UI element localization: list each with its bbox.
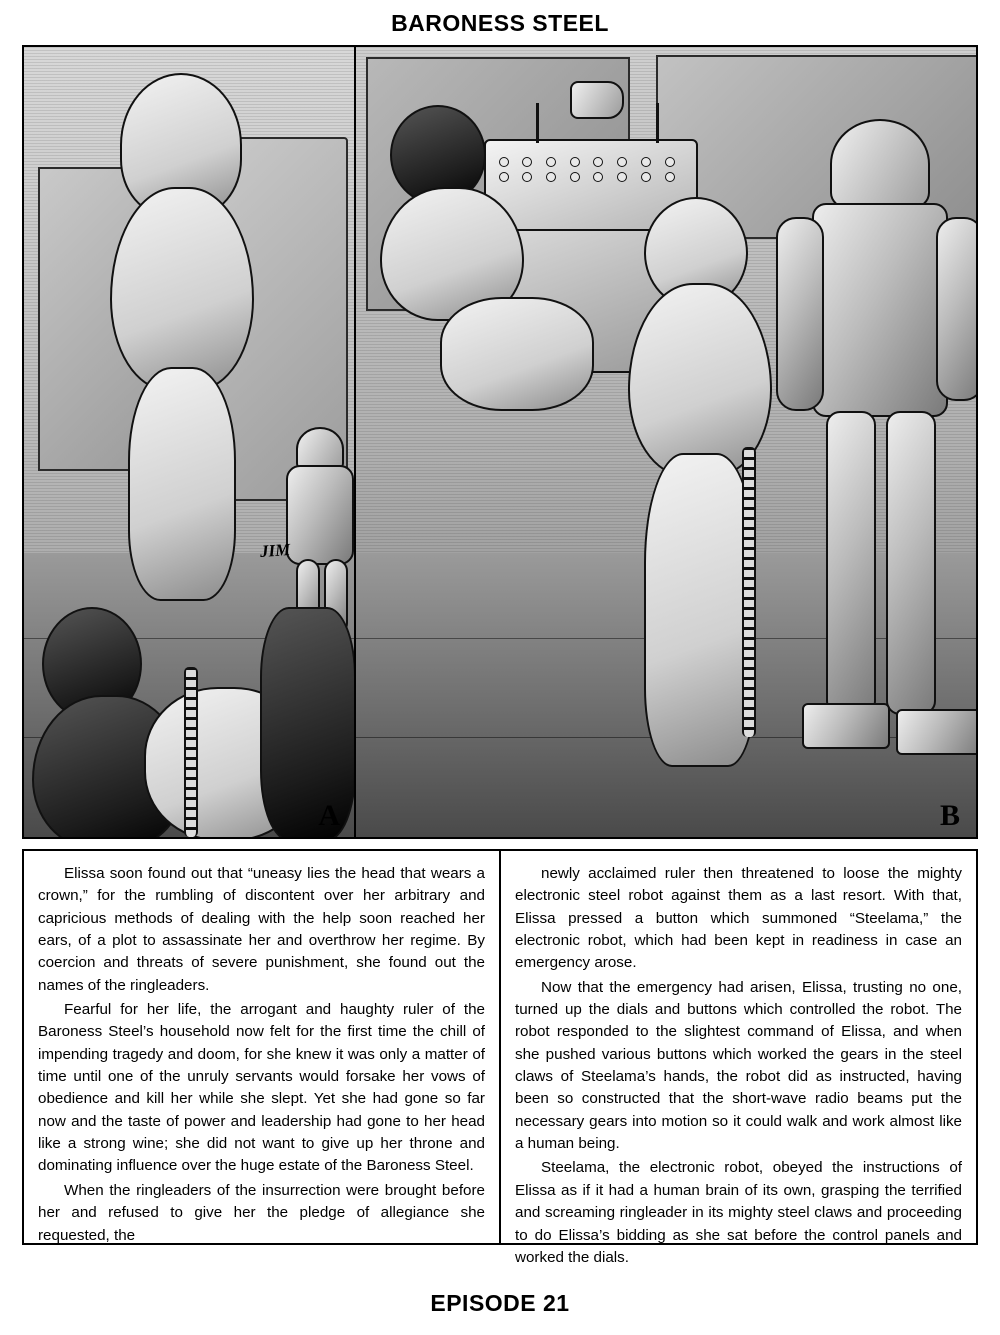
- large-robot-arm-right: [936, 217, 976, 401]
- console-button[interactable]: [593, 157, 603, 167]
- panel-label-a: A: [318, 799, 340, 832]
- page-title: BARONESS STEEL: [391, 10, 609, 36]
- console-button[interactable]: [665, 157, 675, 167]
- chain-panel-b: [742, 447, 756, 737]
- console-button[interactable]: [570, 172, 580, 182]
- large-robot-foot-right: [896, 709, 976, 755]
- console-button[interactable]: [546, 172, 556, 182]
- console-antenna-left: [536, 103, 539, 143]
- console-button[interactable]: [522, 157, 532, 167]
- story-paragraph: Now that the emergency had arisen, Elissa, trusting no one, turned up the dials and buttons which controlled the robot. The robot responded to the slightest command of Elissa, and when she pushed various buttons which worked the gears in the steel claws of Steelama’s hands, the robot did as instructed, having been so constructed that the short-wave radio beams put the necessary gears into motion so it could walk and work almost like a human being.: [515, 978, 962, 1153]
- story-paragraph: When the ringleaders of the insurrection were brought before her and refused to give her the pledge of allegiance she requested, the: [38, 1181, 485, 1244]
- artist-signature: JIM: [259, 539, 291, 562]
- figure-shadow-right: [260, 607, 356, 837]
- large-robot-foot-left: [802, 703, 890, 749]
- console-button[interactable]: [617, 157, 627, 167]
- console-lamp: [570, 81, 624, 119]
- captive-legs: [644, 453, 756, 767]
- console-button[interactable]: [665, 172, 675, 182]
- console-button[interactable]: [546, 157, 556, 167]
- operator-legs: [440, 297, 594, 411]
- story-text-block: [22, 849, 978, 1266]
- figure-standing-torso: [110, 187, 254, 391]
- console-buttons[interactable]: [499, 157, 684, 182]
- large-robot-arm-left: [776, 217, 824, 411]
- artwork-area: [22, 45, 978, 839]
- chain-panel-a: [184, 667, 198, 837]
- large-robot-torso: [812, 203, 948, 417]
- figure-standing-legs: [128, 367, 236, 601]
- console-button[interactable]: [641, 172, 651, 182]
- story-paragraph: newly acclaimed ruler then threatened to loose the mighty electronic steel robot against them as a last resort. With that, Elissa pressed a button which summoned “Steelama,” the electronic robot, which had been kept in readiness in case an emergency arose.: [515, 865, 962, 972]
- episode-label: EPISODE 21: [430, 1290, 570, 1316]
- console-button[interactable]: [593, 172, 603, 182]
- large-robot-leg-left: [826, 411, 876, 715]
- large-robot-head: [830, 119, 930, 209]
- small-robot-body: [286, 465, 354, 565]
- story-paragraph: Elissa soon found out that “uneasy lies the head that wears a crown,” for the rumbling of discontent over her arbitrary and capricious methods of dealing with the help soon reached her ears, of a plot to assassinate her and overthrow her regime. By coercion and threats of severe punishment, she found out the names of the ringleaders.: [38, 865, 485, 994]
- story-column-left: [24, 851, 501, 1243]
- story-column-right: [501, 851, 976, 1266]
- panel-label-b: B: [939, 799, 960, 832]
- comic-panel-b: [356, 47, 976, 837]
- large-robot-leg-right: [886, 411, 936, 715]
- console-button[interactable]: [522, 172, 532, 182]
- console-button[interactable]: [499, 157, 509, 167]
- console-button[interactable]: [617, 172, 627, 182]
- console-button[interactable]: [499, 172, 509, 182]
- console-antenna-right: [656, 103, 659, 143]
- console-button[interactable]: [641, 157, 651, 167]
- comic-panel-a: [24, 47, 356, 837]
- story-paragraph: Fearful for her life, the arrogant and haughty ruler of the Baroness Steel’s household now felt for the first time the chill of impending tragedy and doom, for she knew it was only a matter of time until one of the unruly servants would forsake her vows of obedience and kill her while she slept. Yet she had gone so far now and the taste of power and leadership had gone to her head like a strong wine; she did not want to give up her throne and dominating influence over the huge estate of the Baroness Steel.: [38, 1001, 485, 1175]
- console-button[interactable]: [570, 157, 580, 167]
- story-paragraph: Steelama, the electronic robot, obeyed the instructions of Elissa as if it had a human brain of its own, grasping the terrified and screaming ringleader in its mighty steel claws and proceeding to do Elissa’s bidding as she sat before the control panels and worked the dials.: [515, 1159, 962, 1266]
